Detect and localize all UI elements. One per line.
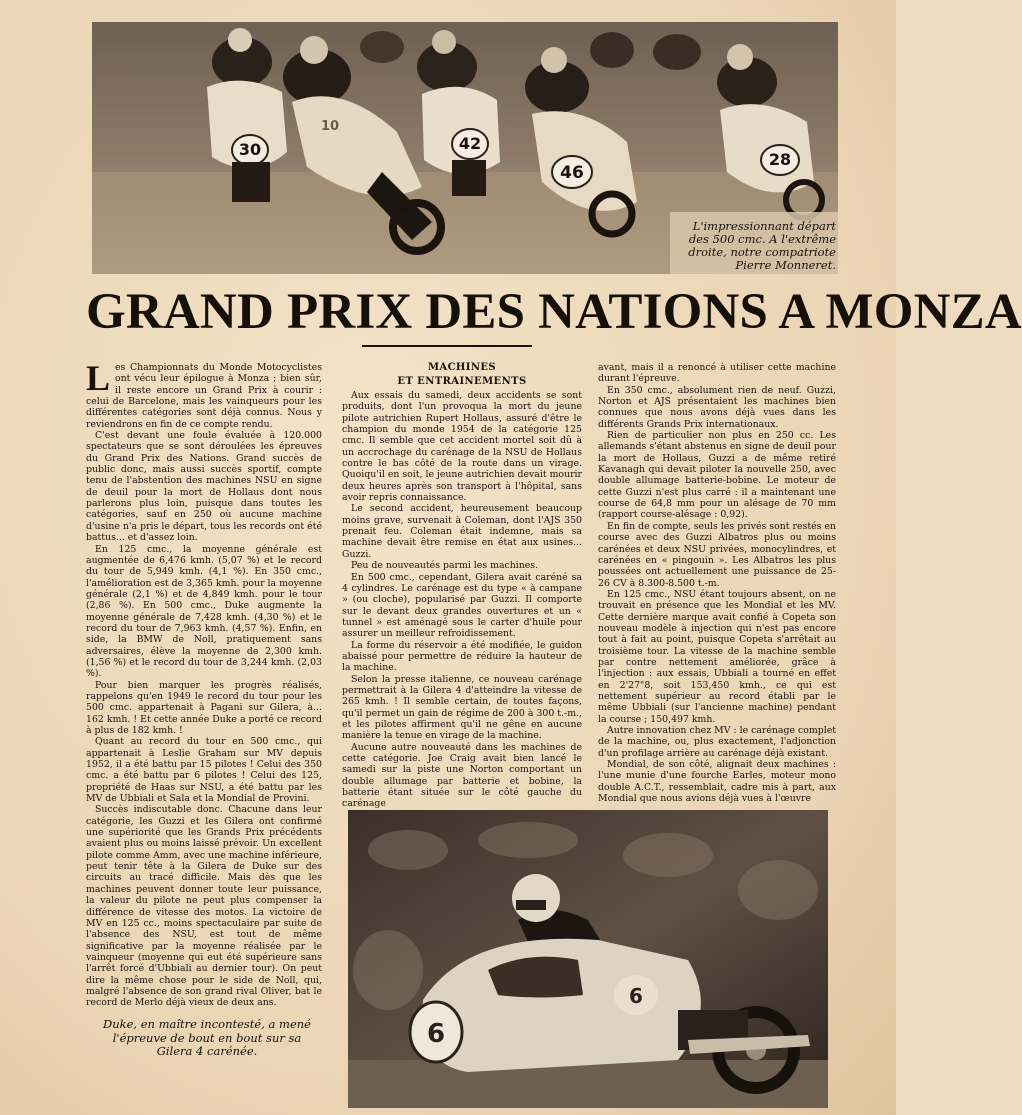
column-1	[86, 358, 322, 1009]
bottom-photo-caption: Duke, en maître incontesté, a mené l'épreuve de bout en bout sur sa Gilera 4 carénée.	[103, 1017, 311, 1058]
section-heading-entrainements: ET ENTRAINEMENTS	[397, 376, 527, 387]
paragraph: Succès indiscutable donc. Chacune dans leur catégorie, les Guzzi et les Gilera ont confirmé une supériorité que les Grands Prix précédents avaient plus ou moins laissé prévoir. Un excellent pilote comme Amm, avec une machine inférieure, peut tenir tête à la Gilera de Duke sur des circuits au tracé difficile. Mais dès que les machines peuvent donner toute leur puissance, la valeur du pilote ne peut plus compenser la différence de vitesse des motos. La victoire de MV en 125 cc., moins spectaculaire par suite de l'absence des NSU, est tout de même significative par la moyenne réalisée par le vainqueur (moyenne qui eut été supérieure sans l'arrêt forcé d'Ubbiali au dernier tour). On peut dire la même chose pour le side de Noll, qui, malgré l'absence de son grand rival Oliver, bat le record de Merlo déjà vieux de deux ans.	[86, 804, 322, 1009]
headline: GRAND PRIX DES NATIONS A MONZA	[86, 284, 1022, 340]
race-number-6-front: 6	[426, 1019, 446, 1049]
paragraph: La forme du réservoir a été modifiée, le guidon abaissé pour permettre de réduire la hauteur de la machine.	[342, 639, 582, 674]
top-photo-caption: L'impressionnant départ des 500 cmc. A l'extrême droite, notre compatriote Pierre Monneret.	[688, 219, 836, 272]
paragraph: Selon la presse italienne, ce nouveau carénage permettrait à la Gilera 4 d'atteindre la vitesse de 265 kmh. ! Il semble certain, de toutes façons, qu'il permet un gain de régime de 200 à 300 t.-m., et les pilotes affirment qu'il ne gêne en aucune manière la tenue en virage de la machine.	[342, 673, 582, 742]
column-3	[598, 362, 836, 805]
paragraph: En 350 cmc., absolument rien de neuf. Guzzi, Norton et AJS présentaient les machines bien connues que nous avons déjà vues dans les différents Grands Prix internationaux.	[598, 384, 836, 430]
race-number-46: 46	[560, 163, 584, 183]
paragraph: Autre innovation chez MV : le carénage complet de la machine, ou, plus exactement, l'adjonction d'un profilage arrière au carénage déjà existant.	[598, 725, 836, 759]
paragraph: Aucune autre nouveauté dans les machines de cette catégorie. Joe Craig avait bien lancé le samedi sur la piste une Norton comportant un double allumage par batterie et bobine, la batterie étant située sur le côté gauche du carénage	[342, 741, 582, 810]
section-heading-machines: MACHINES	[427, 362, 497, 373]
drop-cap: L	[86, 358, 111, 398]
paragraph: C'est devant une foule évaluée à 120.000 spectateurs que se sont déroulées les épreuves du Grand Prix des Nations. Grand succès de public donc, mais aussi succès sportif, compte tenu de l'abstention des machines NSU en signe de deuil pour la mort de Hollaus dont nous parlerons plus loin, puisque dans toutes les catégories, sauf en 250 où aucune machine d'usine n'a pris le départ, tous les records ont été battus... et d'assez loin.	[86, 430, 322, 544]
race-number-42: 42	[458, 134, 482, 153]
column-2	[342, 362, 582, 810]
paragraph: En fin de compte, seuls les privés sont restés en course avec des Guzzi Albatros plus ou moins carénées et deux NSU privées, monocylindres, et carénées en « pingouin ». Les Albatros les plus poussées ont actuellement une puissance de 25-26 CV à 8.300-8.500 t.-m.	[598, 520, 836, 589]
bottom-photo-duke-gilera	[348, 810, 828, 1108]
paragraph: Peu de nouveautés parmi les machines.	[351, 560, 539, 572]
paragraph: Le second accident, heureusement beaucoup moins grave, survenait à Coleman, dont l'AJS 350 prenait feu. Coleman était indemne, mais sa machine devait être remise en état aux usines... Guzzi.	[342, 503, 582, 560]
race-number-10: 10	[320, 119, 340, 134]
paragraph: Quant au record du tour en 500 cmc., qui appartenait à Leslie Graham sur MV depuis 1952, il a été battu par 15 pilotes ! Celui des 350 cmc. a été battu par 6 pilotes ! Celui des 125, propriété de Haas sur NSU, a été battu par les MV de Ubbiali et Sala et la Mondial de Provini.	[86, 736, 322, 805]
paragraph: Aux essais du samedi, deux accidents se sont produits, dont l'un provoqua la mort du jeune pilote autrichien Rupert Hollaus, assuré d'être le champion du monde 1954 de la catégorie 125 cmc. Il semble que cet accident mortel soit dû à un accrochage du carénage de la NSU de Hollaus contre le bas côté de la route dans un virage. Quoiqu'il en soit, le jeune autrichien devait mourir deux heures après son transport à l'hôpital, sans avoir repris connaissance.	[342, 390, 582, 504]
paragraph: es Championnats du Monde Motocyclistes ont vécu leur épilogue à Monza ; bien sûr, il reste encore un Grand Prix à courir : celui de Barcelone, mais les vainqueurs pour les différentes catégories sont déjà connus. Nous y reviendrons en fin de ce compte rendu.	[86, 362, 322, 430]
race-number-6-side: 6	[629, 984, 643, 1008]
paragraph: Rien de particulier non plus en 250 cc. Les allemands s'étant abstenus en signe de deuil pour la mort de Hollaus, Guzzi a de même retiré Kavanagh qui devait piloter la nouvelle 250, avec double allumage batterie-bobine. Le moteur de cette Guzzi n'est plus carré : il a maintenant une course de 64,8 mm pour un alésage de 70 mm (rapport course-alésage : 0,92).	[598, 430, 836, 521]
race-number-30: 30	[238, 140, 262, 159]
paragraph: En 125 cmc., la moyenne générale est augmentée de 6,476 kmh. (5,07 %) et le record du tour de 5,949 kmh. (4,1 %). En 350 cmc., l'amélioration est de 3,365 kmh. pour la moyenne générale (2,1 %) et de 4,849 kmh. pour le tour (2,86 %). En 500 cmc., Duke augmente la moyenne générale de 7,428 kmh. (4,30 %) et le record du tour de 7,963 kmh. (4,57 %). Enfin, en side, la BMW de Noll, pratiquement sans adversaires, élève la moyenne de 2,300 kmh. (1,56 %) et le record du tour de 3,244 kmh. (2,03 %).	[86, 543, 322, 680]
paragraph: avant, mais il a renoncé à utiliser cette machine durant l'épreuve.	[598, 362, 836, 385]
paragraph: En 125 cmc., NSU étant toujours absent, on ne trouvait en présence que les Mondial et les MV. Cette dernière marque avait confié à Copeta son nouveau modèle à injection qui n'est pas encore tout à fait au point, puisque Copeta s'arrêtait au troisième tour. La vitesse de la machine semble par contre nettement améliorée, grâce à l'injection : aux essais, Ubbiali a tourné en effet en 2'27"8, soit 153,450 kmh., ce qui est nettement supérieur au record établi par le même Ubbiali (sur l'ancienne machine) pendant la course ; 150,497 kmh.	[598, 588, 836, 725]
race-number-28: 28	[768, 150, 792, 169]
headline-rule	[362, 345, 532, 347]
paragraph: Mondial, de son côté, alignait deux machines : l'une munie d'une fourche Earles, moteur mono double A.C.T., ressemblait, cadre mis à part, aux Mondial que nous avions déjà vues à l'œuvre	[598, 759, 836, 805]
paragraph: Pour bien marquer les progrès réalisés, rappelons qu'en 1949 le record du tour pour les 500 cmc. appartenait à Pagani sur Gilera, à... 162 kmh. ! Et cette année Duke a porté ce record à plus de 182 kmh. !	[86, 679, 322, 736]
paragraph: En 500 cmc., cependant, Gilera avait caréné sa 4 cylindres. Le carénage est du type « à campane » (ou cloche), popularisé par Guzzi. Il comporte sur le devant deux grandes ouvertures et un « tunnel » est aménagé sous le carter d'huile pour assurer un meilleur refroidissement.	[342, 571, 582, 640]
